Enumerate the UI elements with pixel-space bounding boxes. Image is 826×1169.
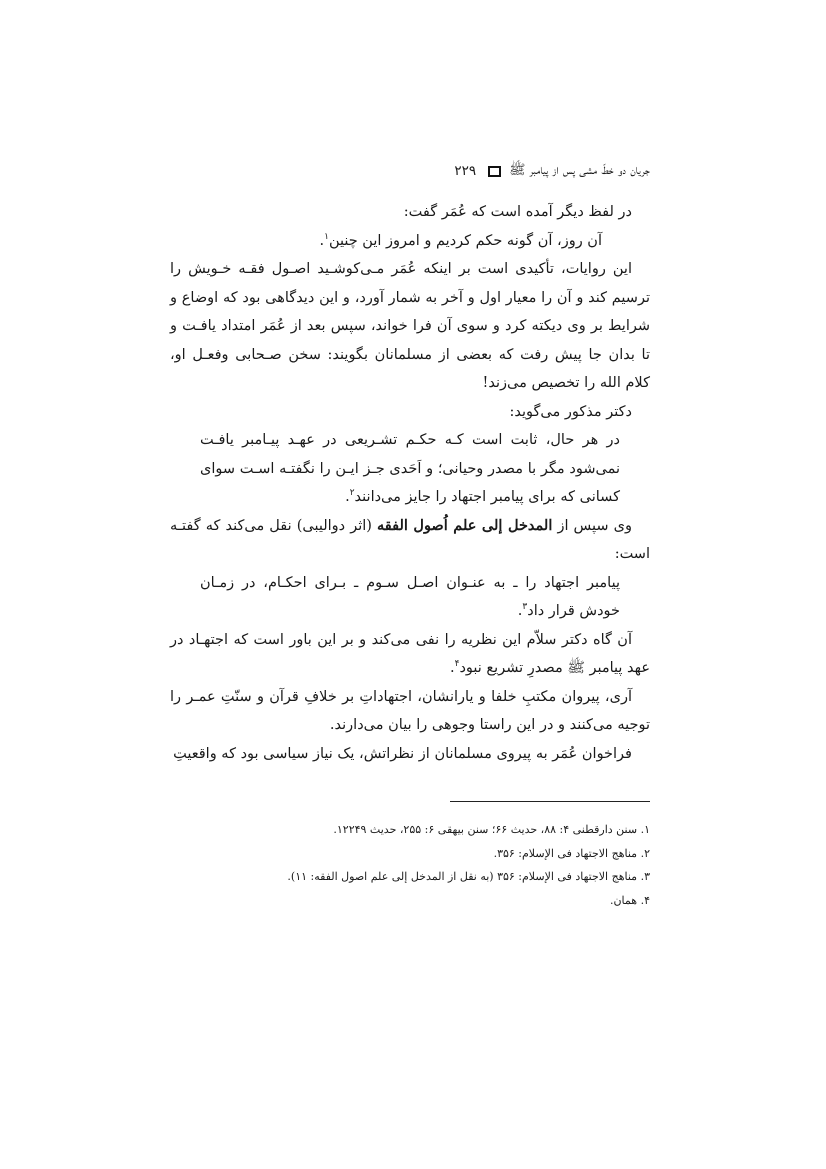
footnote-1: ۱. سنن دارقطنی ۴: ۸۸، حدیث ۶۶؛ سنن بیهقی ۶: ۲۵۵، حدیث ۱۲۲۴۹.	[333, 823, 650, 836]
footnote-3: ۳. مناهج الاجتهاد فی الإسلام: ۳۵۶ (به نقل از المدخل إلی علم اصول الفقه: ۱۱).	[287, 870, 650, 883]
quote-dawalibi: پیامبر اجتهاد را ـ به عنـوان اصـل سـوم ـ بـرای احکـام، در زمـان خودش قرار داد$^۳$.	[200, 574, 620, 619]
paragraph-1: در لفظ دیگر آمده است که عُمَر گفت:	[403, 204, 632, 220]
main-text	[170, 198, 650, 768]
footnote-marker-3: ۳	[522, 602, 528, 613]
footnote-4: ۴. همان.	[609, 893, 650, 907]
quote-umar-text: آن روز، آن گونه حکم کردیم و امروز این چنین	[328, 232, 602, 249]
quote-dawalibi-text: پیامبر اجتهاد را ـ به عنـوان اصـل سـوم ـ بـرای احکـام، در زمـان خودش قرار داد	[200, 574, 620, 619]
running-header	[170, 158, 650, 184]
page-number: ۲۲۹	[454, 163, 477, 179]
book-title: المدخل إلی علم اُصول الفقه	[377, 516, 553, 534]
quote-madhkur-text: در هر حال، ثابت است کـه حکـم تشـریعی در عهـد پیـامبر یافـت نمی‌شود مگر با مصدر وحیانی؛ و اَحَدی جـز ایـن را نگفتـه اسـت سوای کسانی که برای پیامبر اجتهاد را جایز می‌دانند	[200, 432, 620, 505]
footnote-marker-2: ۲	[349, 488, 355, 499]
paragraph-5: آن گاه دکتر سلاّم این نظریه را نفی می‌کند و بر این باور است که اجتهـاد در عهد پیامبر ﷺ مصدرِ تشریع نبود$^۴$.	[170, 631, 650, 676]
header-title: جریان دو خطّ مشی پس از پیامبر ﷺ	[509, 162, 650, 178]
footnote-marker-1: ۱	[324, 231, 329, 242]
quote-umar: آن روز، آن گونه حکم کردیم و امروز این چنین$^۱$.	[319, 231, 602, 249]
paragraph-7: فراخوان عُمَر به پیروی مسلمانان از نظراتش، یک نیاز سیاسی بود که واقعیتِ	[173, 745, 632, 762]
quote-madhkur: در هر حال، ثابت است کـه حکـم تشـریعی در عهـد پیـامبر یافـت نمی‌شود مگر با مصدر وحیانی؛ و اَحَدی جـز ایـن را نگفتـه اسـت سوای کسانی که برای پیامبر اجتهاد را جایز می‌دانند$^۲$.	[200, 432, 620, 505]
footnote-marker-4: ۴	[454, 659, 460, 670]
paragraph-2: این روایات، تأکیدی است بر اینکه عُمَر مـی‌کوشـید اصـول فقـه خـویش را ترسیم کند و آن را معیار اول و آخر به شمار آورد، و این دیدگاهی بود که اوضاع و شرایط بر وی دیکته کرد و سوی آن فرا خواند، سپس بعد از عُمَر امتداد یافـت و تا بدان جا پیش رفت که بعضی از مسلمانان بگویند: سخن صـحابی وفعـل او، کلام الله را تخصیص می‌زند!	[170, 261, 650, 391]
footnote-separator	[450, 801, 650, 802]
paragraph-6: آری، پیروان مکتبِ خلفا و یارانشان، اجتهاداتِ بر خلافِ قرآن و سنّتِ عمـر را توجیه می‌کنند و در این راستا وجوهی را بیان می‌دارند.	[170, 688, 650, 733]
footnote-2: ۲. مناهج الاجتهاد فی الإسلام: ۳۵۶.	[493, 846, 650, 860]
paragraph-4-after: (اثر دوالیبی) نقل می‌کند که گفتـه است:	[170, 517, 650, 562]
paragraph-4	[170, 512, 650, 569]
paragraph-4-before: وی سپس از	[557, 517, 632, 534]
paragraph-5-text: آن گاه دکتر سلاّم این نظریه را نفی می‌کند و بر این باور است که اجتهـاد در عهد پیامبر ﷺ مصدرِ تشریع نبود	[170, 631, 650, 676]
paragraph-3: دکتر مذکور می‌گوید:	[509, 403, 632, 420]
header-square-icon	[488, 166, 501, 177]
footnotes	[170, 818, 650, 912]
